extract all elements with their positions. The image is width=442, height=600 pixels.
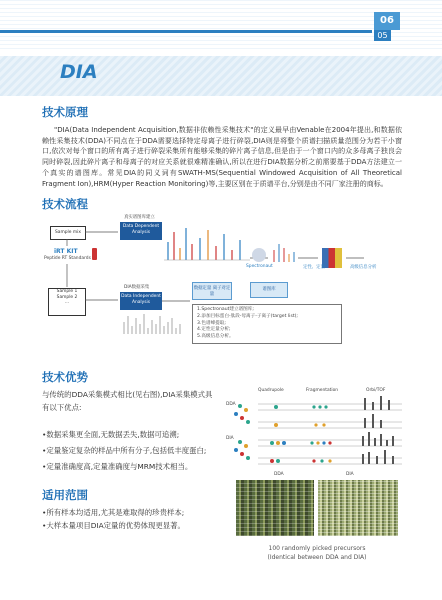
figure-caption xyxy=(236,544,398,562)
page-number-bottom: 05 xyxy=(374,30,391,41)
quant-box: 数据定量 离子对定量 xyxy=(192,282,232,300)
bottom-label-dia: DIA xyxy=(346,472,354,477)
row-label-dda: DDA xyxy=(226,402,236,407)
scope-item-2: •大样本量项目DIA定量的优势体现更显著。 xyxy=(42,521,185,530)
step-3: 3.色谱峰提取; xyxy=(197,320,226,326)
dia-box: Data Independent Analysis xyxy=(120,292,162,310)
dia-spectra-chart xyxy=(120,312,190,336)
page-number-top: 06 xyxy=(374,12,400,30)
step-4: 4.定性定量分析; xyxy=(197,327,231,333)
library-build-label: 真实谱图库建立 xyxy=(124,215,155,220)
section-heading-scope: 适用范围 xyxy=(42,488,88,502)
dia-acquisition-label: DIA数据采集 xyxy=(124,285,150,290)
software-name: Spectronaut xyxy=(246,264,273,269)
sample-2: Sample 2 xyxy=(56,294,78,300)
section-heading-workflow: 技术流程 xyxy=(42,197,88,211)
principle-paragraph xyxy=(42,125,402,189)
sample-mix-box: Sample mix xyxy=(50,226,86,240)
header-rule xyxy=(0,30,372,33)
col-header-fragmentation: Fragmentation xyxy=(306,388,339,393)
quant-label: 定性、定量 xyxy=(303,265,325,270)
scope-list xyxy=(42,506,222,532)
workflow-diagram xyxy=(40,212,400,352)
sample-1: Sample 1 xyxy=(56,289,78,294)
col-header-orbitof: Orbi/TOF xyxy=(366,388,386,393)
figure-caption-line-2: (Identical between DDA and DIA) xyxy=(267,554,367,561)
heatmap-icon xyxy=(322,248,342,268)
irt-kit-title: iRT KIT xyxy=(54,248,78,255)
ion-schematic xyxy=(226,396,406,470)
dda-dia-comparison-figure xyxy=(226,388,406,588)
step-2: 2.添加目标蛋白-肽段-母离子-子离子(target list); xyxy=(197,313,298,319)
bioinfo-label: 高级信息分析 xyxy=(350,265,377,270)
figure-caption-line-1: 100 randomly picked precursors xyxy=(268,545,366,552)
steps-box xyxy=(192,304,342,344)
step-5: 5.高级信息分析。 xyxy=(197,334,234,340)
bottom-label-dda: DDA xyxy=(274,472,284,477)
irt-kit-subtitle: Peptide RT Standards xyxy=(44,256,91,261)
dda-box: Data Dependent Analysis xyxy=(120,222,162,240)
scope-item-1: •所有样本均适用,尤其是难取得的珍贵样本; xyxy=(42,508,185,517)
section-heading-advantage: 技术优势 xyxy=(42,370,88,384)
dda-spectra-chart xyxy=(164,220,250,264)
step-1: 1.Spectronaut建立谱图库; xyxy=(197,307,254,312)
section-heading-principle: 技术原理 xyxy=(42,105,88,119)
col-header-quadrupole: Quadrupole xyxy=(258,388,284,393)
sample-more: ... xyxy=(64,300,70,305)
row-label-dia: DIA xyxy=(226,436,234,441)
advantage-item-1: •数据采集更全面,无数据丢失,数据可追溯; xyxy=(42,430,180,439)
advantage-list xyxy=(42,428,222,473)
advantage-intro: 与传统的DDA采集模式相比(见右图),DIA采集模式具有以下优点: xyxy=(42,390,213,412)
advantage-item-3: •定量准确度高,定量准确度与MRM技术相当。 xyxy=(42,462,193,471)
spectronaut-logo-icon xyxy=(252,248,266,262)
chromatogram-chart xyxy=(270,242,298,264)
dia-heatmap-image xyxy=(318,480,398,536)
dda-heatmap-image xyxy=(236,480,314,536)
library-box: 谱图库 xyxy=(250,282,288,298)
page-title: DIA xyxy=(60,61,98,83)
principle-text: "DIA(Data Independent Acquisition,数据非依赖性采集技术"的定义最早由Venable在2004年提出,和数据依赖性采集技术(DDA)不同点在于DDA需要选择特定母离子进行碎裂,DIA则是将整个质谱扫描质量范围分为若干小窗口,依次对每个窗口的所有离子进行碎裂采集所有能够采集的碎片离子信息,但是由于一个窗口内的众多母离子独良会同时碎裂,因此碎片离子和母离子的对应关系就很难精准确认,所以在进行DIA数据分析之前需要基于DDA方法建立一个真实的谱图库。常见DIA的同义词有SWATH-MS(Sequential Windowed Acquisition of All Theoretical Fragment Ion),HRM(Hyper Reaction Monitoring)等,主要区别在于质谱平台,分别是由不同厂家注册的商标。 xyxy=(42,126,402,188)
advantage-item-2: •定量鉴定复杂的样品中所有分子,包括低丰度蛋白; xyxy=(42,446,207,455)
